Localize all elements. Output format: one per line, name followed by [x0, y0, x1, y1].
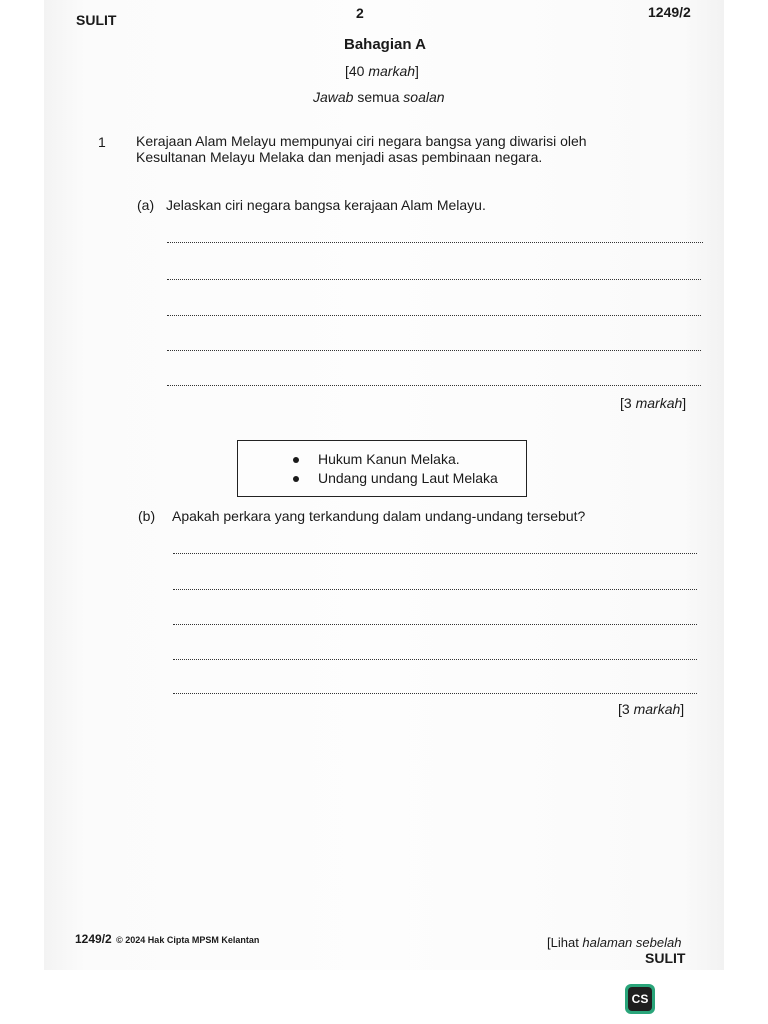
section-instruction: Jawab semua soalan: [313, 89, 445, 105]
answer-line-a-4[interactable]: [167, 350, 701, 351]
section-title: Bahagian A: [344, 36, 426, 53]
footer-copyright: 1249/2 © 2024 Hak Cipta MPSM Kelantan: [75, 932, 260, 946]
answer-line-a-1[interactable]: [167, 242, 703, 243]
footer-sulit: SULIT: [645, 950, 686, 966]
question-stem-line-1: Kerajaan Alam Melayu mempunyai ciri negara bangsa yang diwarisi oleh: [136, 133, 587, 149]
answer-line-b-3[interactable]: [173, 624, 697, 625]
footer-next-page: [Lihat halaman sebelah: [547, 935, 682, 950]
answer-line-b-4[interactable]: [173, 659, 697, 660]
bullet-icon: [293, 457, 299, 463]
answer-line-b-5[interactable]: [173, 693, 697, 694]
answer-line-b-1[interactable]: [173, 553, 697, 554]
bullet-icon: [293, 476, 299, 482]
answer-line-a-5[interactable]: [167, 385, 701, 386]
section-marks: [40 markah]: [345, 63, 419, 79]
source-box: Hukum Kanun Melaka. Undang undang Laut Melaka: [237, 440, 527, 497]
question-number: 1: [98, 134, 106, 150]
answer-line-a-3[interactable]: [167, 315, 701, 316]
part-a-question: Jelaskan ciri negara bangsa kerajaan Alam Melayu.: [166, 197, 486, 213]
part-b-marks: [3 markah]: [618, 701, 685, 717]
part-a-label: (a): [137, 197, 155, 213]
part-a-marks: [3 markah]: [620, 395, 687, 411]
answer-line-b-2[interactable]: [173, 589, 697, 590]
header-sulit: SULIT: [76, 12, 117, 28]
part-b-label: (b): [138, 508, 156, 524]
answer-line-a-2[interactable]: [167, 279, 701, 280]
page-number: 2: [356, 5, 364, 21]
paper-code: 1249/2: [648, 4, 691, 20]
part-b-question: Apakah perkara yang terkandung dalam undang-undang tersebut?: [172, 508, 586, 524]
camscanner-logo-icon: CS: [625, 984, 655, 1014]
question-stem-line-2: Kesultanan Melayu Melaka dan menjadi asas pembinaan negara.: [136, 149, 543, 165]
